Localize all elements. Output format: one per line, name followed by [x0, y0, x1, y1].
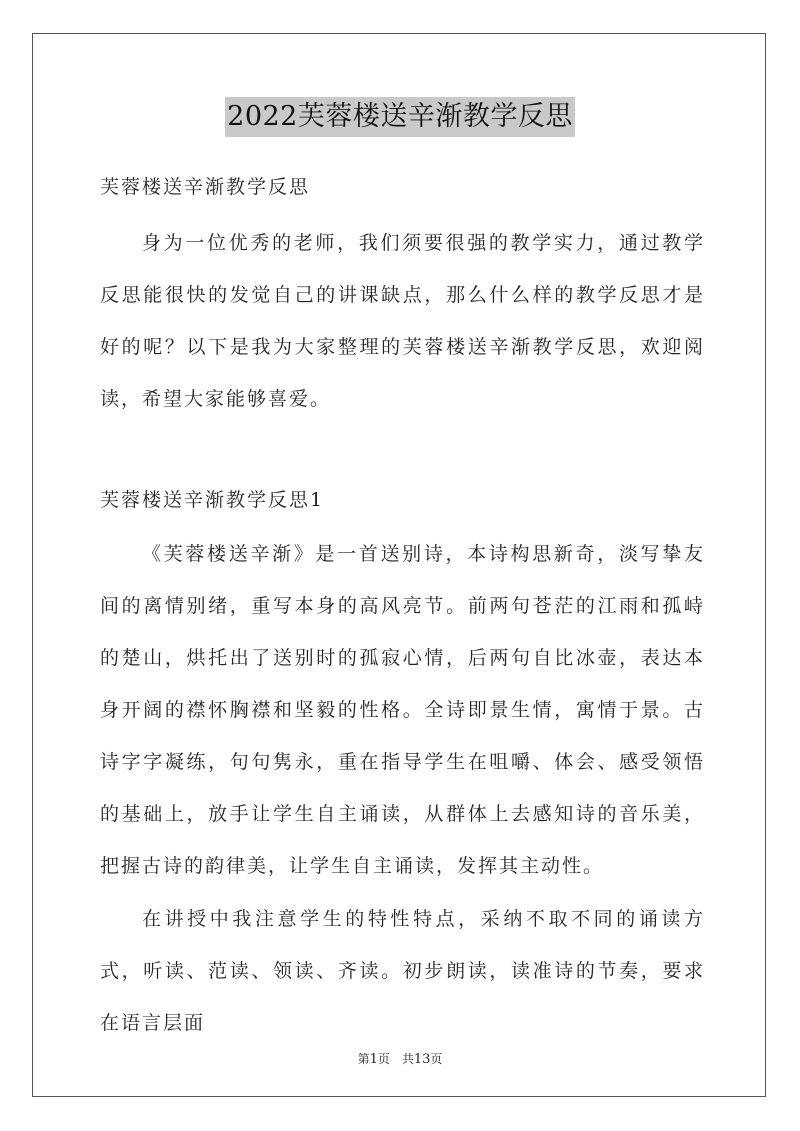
intro-paragraph: 身为一位优秀的老师，我们须要很强的教学实力，通过教学反思能很快的发觉自己的讲课缺点，那么什么样的教学反思才是好的呢？以下是我为大家整理的芙蓉楼送辛渐教学反思，欢迎阅读，希望大家能够喜爱。 — [100, 232, 705, 410]
footer-page-suffix: 页 — [430, 1052, 443, 1066]
section-heading: 芙蓉楼送辛渐教学反思1 — [100, 489, 325, 511]
footer-page-total: 13 — [413, 1052, 431, 1067]
body-paragraph-2: 在讲授中我注意学生的特性特点，采纳不取不同的诵读方式，听读、范读、领读、齐读。初步朗读，读准诗的节奏，要求在语言层面 — [100, 908, 705, 1034]
document-title-text: 2022芙蓉楼送辛渐教学反思 — [225, 97, 575, 137]
body-paragraph-1: 《芙蓉楼送辛渐》是一首送别诗，本诗构思新奇，淡写挚友间的离情别绪，重写本身的高风亮节。前两句苍茫的江雨和孤峙的楚山，烘托出了送别时的孤寂心情，后两句自比冰壶，表达本身开阔的襟怀胸襟和坚毅的性格。全诗即景生情，寓情于景。古诗字字凝练，句句隽永，重在指导学生在咀嚼、体会、感受领悟的基础上，放手让学生自主诵读，从群体上去感知诗的音乐美，把握古诗的韵律美，让学生自主诵读，发挥其主动性。 — [100, 543, 705, 877]
document-subtitle: 芙蓉楼送辛渐教学反思 — [100, 176, 311, 198]
footer-page-mid: 页 共 — [377, 1052, 414, 1066]
footer-page-current: 1 — [369, 1052, 378, 1067]
footer-page-prefix: 第 — [357, 1052, 370, 1066]
page-footer — [0, 1050, 800, 1067]
document-title — [0, 97, 800, 137]
